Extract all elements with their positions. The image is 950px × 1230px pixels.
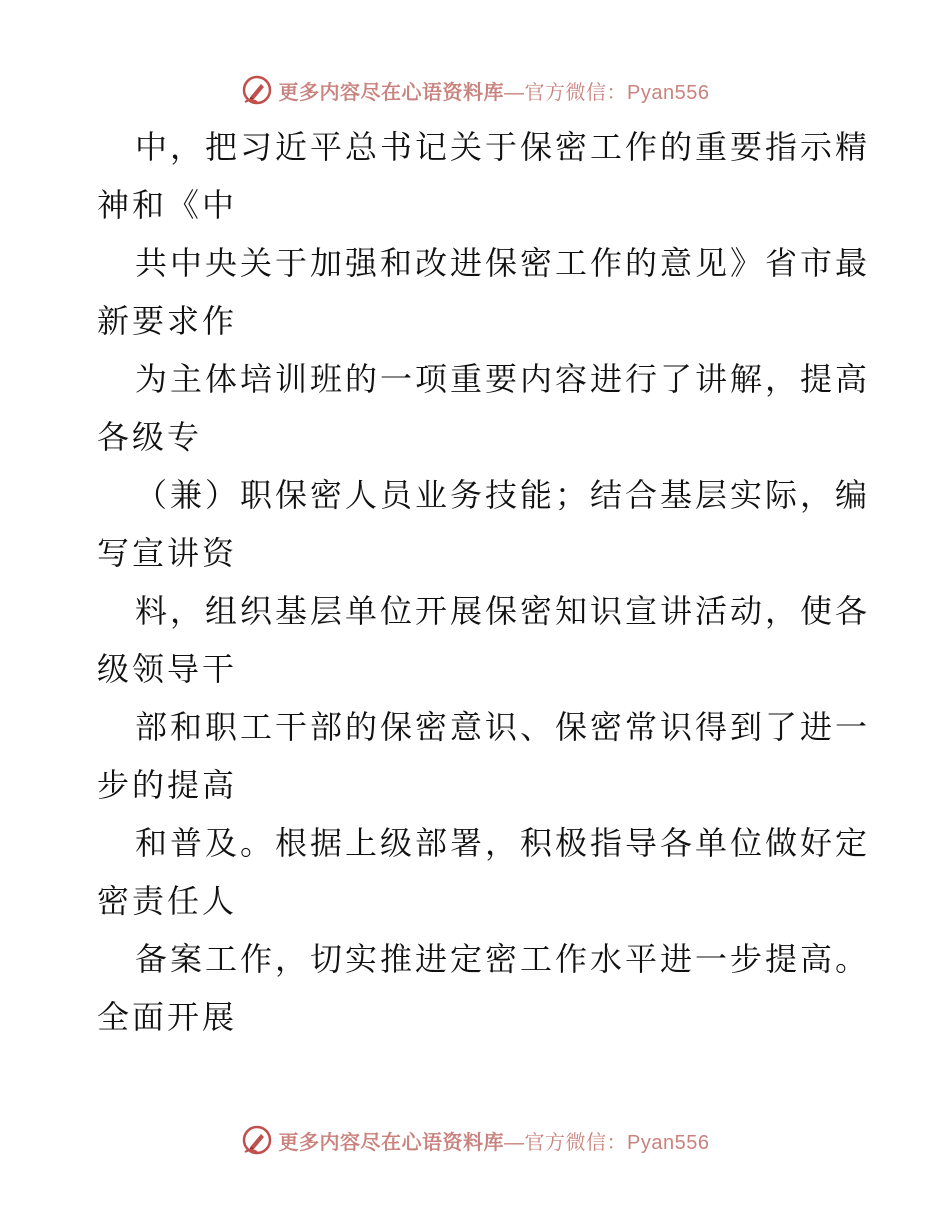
body-line: 密责任人 — [97, 882, 238, 920]
body-line: （兼）职保密人员业务技能；结合基层实际，编 — [135, 476, 871, 514]
body-line: 新要求作 — [97, 302, 238, 340]
body-line: 级领导干 — [97, 650, 238, 688]
footer-banner-text — [279, 1126, 710, 1155]
body-line: 料，组织基层单位开展保密知识宣讲活动，使各 — [135, 592, 871, 630]
body-line: 全面开展 — [97, 998, 238, 1036]
footer-wechat-text: —官方微信：Pyan556 — [504, 1131, 710, 1154]
footer-banner — [0, 1120, 950, 1160]
footer-site-text: 更多内容尽在心语资料库 — [278, 1129, 505, 1154]
header-banner-text — [279, 76, 710, 105]
body-line: 神和《中 — [97, 186, 238, 224]
header-site-text: 更多内容尽在心语资料库 — [278, 79, 505, 104]
header-banner — [0, 70, 950, 110]
body-line: 各级专 — [97, 418, 203, 456]
body-line: 和普及。根据上级部署，积极指导各单位做好定 — [135, 824, 871, 862]
body-line: 写宣讲资 — [97, 534, 238, 572]
body-line: 共中央关于加强和改进保密工作的意见》省市最 — [135, 244, 871, 282]
body-line: 部和职工干部的保密意识、保密常识得到了进一 — [135, 708, 871, 746]
header-wechat-text: —官方微信：Pyan556 — [504, 81, 710, 104]
pen-logo-icon — [241, 1124, 273, 1156]
body-line: 备案工作，切实推进定密工作水平进一步提高。 — [135, 940, 871, 978]
pen-logo-icon — [241, 74, 273, 106]
body-line: 中，把习近平总书记关于保密工作的重要指示精 — [135, 128, 871, 166]
body-line: 步的提高 — [97, 766, 238, 804]
body-line: 为主体培训班的一项重要内容进行了讲解，提高 — [135, 360, 871, 398]
